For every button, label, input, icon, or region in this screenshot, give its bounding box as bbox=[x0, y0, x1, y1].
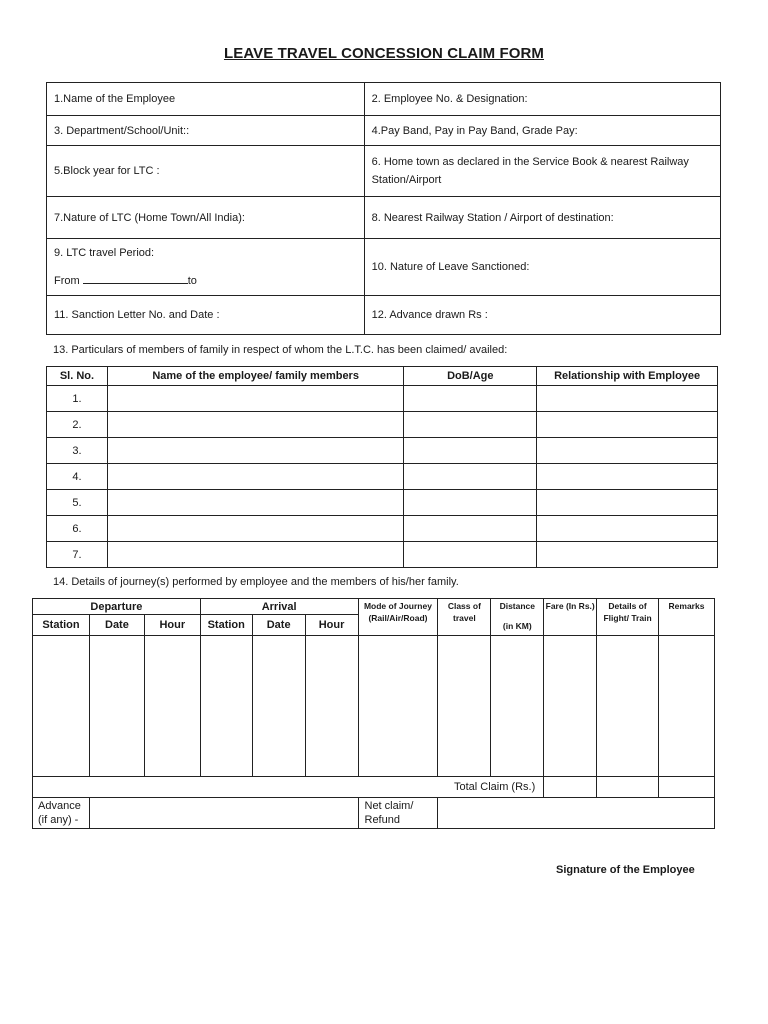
total-claim-details-cell[interactable] bbox=[597, 777, 659, 798]
distance-unit: (in KM) bbox=[502, 621, 532, 631]
row-number: 6. bbox=[47, 516, 108, 542]
col-sl-no: Sl. No. bbox=[47, 367, 108, 386]
class-of-travel-header: Class of travel bbox=[438, 599, 491, 636]
to-label: to bbox=[187, 275, 197, 287]
relationship-cell[interactable] bbox=[537, 412, 718, 438]
col-name: Name of the employee/ family members bbox=[107, 367, 403, 386]
dob-cell[interactable] bbox=[404, 438, 537, 464]
table-row bbox=[47, 464, 718, 490]
relationship-cell[interactable] bbox=[537, 438, 718, 464]
total-claim-fare-cell[interactable] bbox=[544, 777, 597, 798]
total-claim-label: Total Claim (Rs.) bbox=[33, 777, 544, 798]
table-row bbox=[47, 542, 718, 568]
fare-header: Fare (In Rs.) bbox=[544, 599, 597, 636]
travel-period-label: 9. LTC travel Period: bbox=[54, 247, 155, 259]
section-14-heading: 14. Details of journey(s) performed by employee and the members of his/her family. bbox=[53, 576, 459, 588]
relationship-cell[interactable] bbox=[537, 490, 718, 516]
mode-cell[interactable] bbox=[358, 636, 438, 777]
arrival-hour-header: Hour bbox=[305, 615, 358, 636]
departure-header: Departure bbox=[33, 599, 201, 615]
field-pay-band[interactable]: 4.Pay Band, Pay in Pay Band, Grade Pay: bbox=[364, 116, 720, 146]
departure-station-cell[interactable] bbox=[33, 636, 90, 777]
name-cell[interactable] bbox=[107, 516, 403, 542]
row-number: 1. bbox=[47, 386, 108, 412]
arrival-date-cell[interactable] bbox=[252, 636, 305, 777]
row-number: 2. bbox=[47, 412, 108, 438]
advance-label: Advance (if any) - bbox=[33, 798, 90, 829]
name-cell[interactable] bbox=[107, 542, 403, 568]
distance-label: Distance bbox=[499, 601, 535, 611]
net-claim-label: Net claim/ Refund bbox=[358, 798, 438, 829]
col-relationship: Relationship with Employee bbox=[537, 367, 718, 386]
col-dob-age: DoB/Age bbox=[404, 367, 537, 386]
fare-cell[interactable] bbox=[544, 636, 597, 777]
arrival-date-header: Date bbox=[252, 615, 305, 636]
field-destination-station[interactable]: 8. Nearest Railway Station / Airport of destination: bbox=[364, 197, 720, 239]
table-row bbox=[47, 438, 718, 464]
arrival-station-cell[interactable] bbox=[200, 636, 252, 777]
field-employee-no-designation[interactable]: 2. Employee No. & Designation: bbox=[364, 83, 720, 116]
family-members-table bbox=[46, 366, 718, 568]
table-row bbox=[47, 490, 718, 516]
departure-date-cell[interactable] bbox=[89, 636, 144, 777]
departure-station-header: Station bbox=[33, 615, 90, 636]
table-row bbox=[47, 412, 718, 438]
row-number: 3. bbox=[47, 438, 108, 464]
travel-period-from-to bbox=[54, 272, 357, 290]
journey-entry-row bbox=[33, 636, 715, 777]
dob-cell[interactable] bbox=[404, 464, 537, 490]
flight-train-header: Details of Flight/ Train bbox=[597, 599, 659, 636]
name-cell[interactable] bbox=[107, 386, 403, 412]
field-department[interactable]: 3. Department/School/Unit:: bbox=[47, 116, 365, 146]
relationship-cell[interactable] bbox=[537, 516, 718, 542]
departure-date-header: Date bbox=[89, 615, 144, 636]
arrival-station-header: Station bbox=[200, 615, 252, 636]
dob-cell[interactable] bbox=[404, 542, 537, 568]
field-sanction-letter[interactable]: 11. Sanction Letter No. and Date : bbox=[47, 296, 365, 335]
relationship-cell[interactable] bbox=[537, 542, 718, 568]
remarks-header: Remarks bbox=[659, 599, 715, 636]
remarks-cell[interactable] bbox=[659, 636, 715, 777]
class-cell[interactable] bbox=[438, 636, 491, 777]
field-employee-name[interactable]: 1.Name of the Employee bbox=[47, 83, 365, 116]
section-13-heading: 13. Particulars of members of family in respect of whom the L.T.C. has been claimed/ availed: bbox=[53, 344, 508, 356]
name-cell[interactable] bbox=[107, 438, 403, 464]
dob-cell[interactable] bbox=[404, 516, 537, 542]
departure-hour-header: Hour bbox=[144, 615, 200, 636]
form-title: LEAVE TRAVEL CONCESSION CLAIM FORM bbox=[223, 45, 545, 62]
name-cell[interactable] bbox=[107, 464, 403, 490]
table-row bbox=[47, 386, 718, 412]
name-cell[interactable] bbox=[107, 412, 403, 438]
journey-details-table bbox=[32, 598, 715, 829]
field-home-town[interactable]: 6. Home town as declared in the Service Book & nearest Railway Station/Airport bbox=[364, 146, 720, 197]
field-nature-of-ltc[interactable]: 7.Nature of LTC (Home Town/All India): bbox=[47, 197, 365, 239]
total-claim-remarks-cell[interactable] bbox=[659, 777, 715, 798]
row-number: 4. bbox=[47, 464, 108, 490]
from-blank-line[interactable] bbox=[83, 272, 188, 284]
relationship-cell[interactable] bbox=[537, 464, 718, 490]
net-claim-value-cell[interactable] bbox=[438, 798, 715, 829]
row-number: 5. bbox=[47, 490, 108, 516]
signature-of-employee: Signature of the Employee bbox=[556, 864, 695, 876]
flight-cell[interactable] bbox=[597, 636, 659, 777]
dob-cell[interactable] bbox=[404, 412, 537, 438]
dob-cell[interactable] bbox=[404, 386, 537, 412]
departure-hour-cell[interactable] bbox=[144, 636, 200, 777]
field-block-year[interactable]: 5.Block year for LTC : bbox=[47, 146, 365, 197]
row-number: 7. bbox=[47, 542, 108, 568]
field-advance-drawn[interactable]: 12. Advance drawn Rs : bbox=[364, 296, 720, 335]
name-cell[interactable] bbox=[107, 490, 403, 516]
distance-cell[interactable] bbox=[491, 636, 544, 777]
field-nature-of-leave[interactable]: 10. Nature of Leave Sanctioned: bbox=[364, 239, 720, 296]
arrival-header: Arrival bbox=[200, 599, 358, 615]
employee-info-table bbox=[46, 82, 721, 335]
from-label: From bbox=[54, 275, 80, 287]
arrival-hour-cell[interactable] bbox=[305, 636, 358, 777]
dob-cell[interactable] bbox=[404, 490, 537, 516]
distance-header bbox=[491, 599, 544, 636]
advance-value-cell[interactable] bbox=[89, 798, 358, 829]
mode-of-journey-header: Mode of Journey (Rail/Air/Road) bbox=[358, 599, 438, 636]
relationship-cell[interactable] bbox=[537, 386, 718, 412]
field-travel-period[interactable] bbox=[47, 239, 365, 296]
table-row bbox=[47, 516, 718, 542]
